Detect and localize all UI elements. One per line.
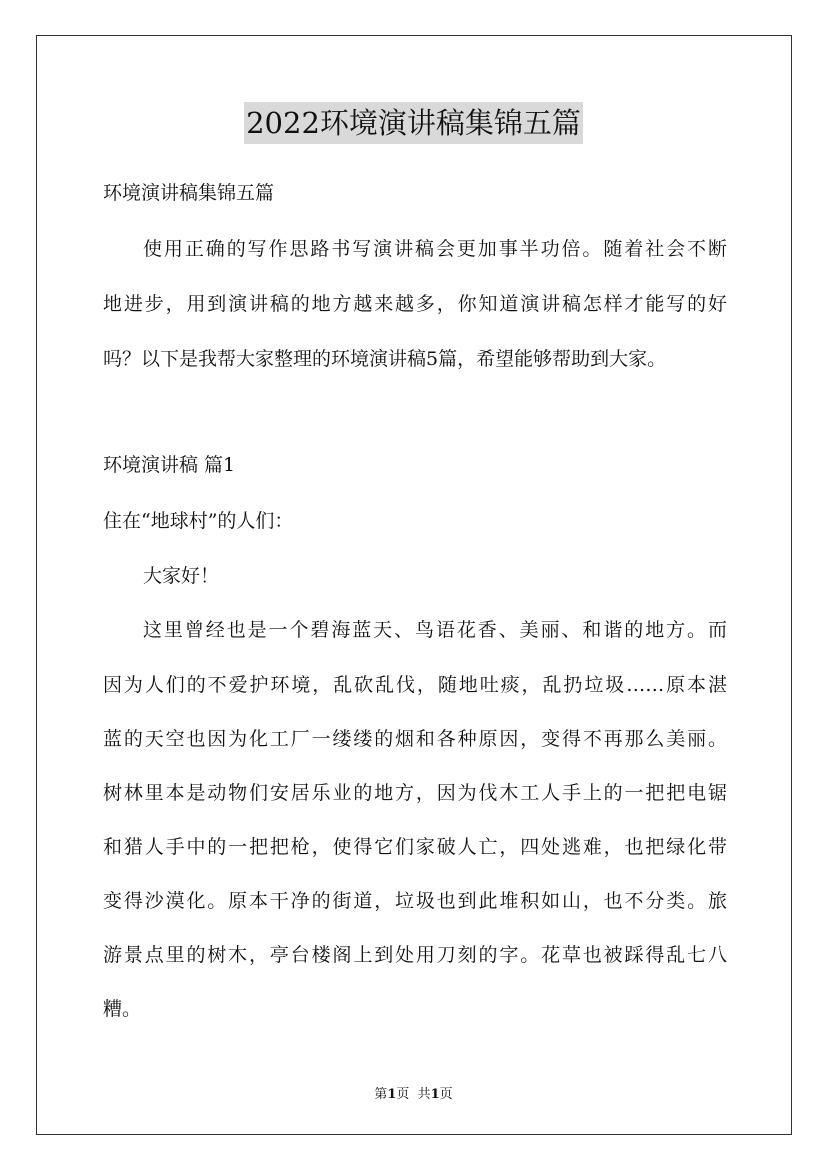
page-footer <box>0 1083 827 1102</box>
footer-page-middle: 页 共 <box>396 1087 431 1102</box>
body-line-7: 游景点里的树木，亭台楼阁上到处用刀刻的字。花草也被踩得乱七八 <box>103 944 727 966</box>
body-line-1: 这里曾经也是一个碧海蓝天、鸟语花香、美丽、和谐的地方。而 <box>143 619 727 641</box>
intro-line-2: 地进步，用到演讲稿的地方越来越多，你知道演讲稿怎样才能写的好 <box>103 293 727 315</box>
footer-page-suffix: 页 <box>439 1087 453 1102</box>
body-line-8: 糟。 <box>103 998 142 1020</box>
title-container <box>0 102 827 144</box>
body-line-3: 蓝的天空也因为化工厂一缕缕的烟和各种原因，变得不再那么美丽。 <box>103 728 727 750</box>
footer-page-prefix: 第 <box>374 1087 388 1102</box>
body-line-6: 变得沙漠化。原本干净的街道，垃圾也到此堆积如山，也不分类。旅 <box>103 890 727 912</box>
footer-page-total: 1 <box>430 1087 440 1102</box>
intro-line-1: 使用正确的写作思路书写演讲稿会更加事半功倍。随着社会不断 <box>143 238 727 260</box>
document-title: 2022环境演讲稿集锦五篇 <box>244 102 583 144</box>
greeting: 大家好！ <box>143 565 220 587</box>
section-heading: 环境演讲稿 篇1 <box>103 454 236 476</box>
body-line-4: 树林里本是动物们安居乐业的地方，因为伐木工人手上的一把把电锯 <box>103 782 727 804</box>
intro-line-3: 吗？以下是我帮大家整理的环境演讲稿5篇，希望能够帮助到大家。 <box>103 348 667 370</box>
footer-page-number: 1 <box>387 1087 397 1102</box>
body-line-2: 因为人们的不爱护环境，乱砍乱伐，随地吐痰，乱扔垃圾……原本湛 <box>103 674 727 696</box>
subtitle: 环境演讲稿集锦五篇 <box>103 182 275 204</box>
body-line-5: 和猎人手中的一把把枪，使得它们家破人亡，四处逃难，也把绿化带 <box>103 836 727 858</box>
salutation: 住在“地球村”的人们： <box>103 510 294 532</box>
